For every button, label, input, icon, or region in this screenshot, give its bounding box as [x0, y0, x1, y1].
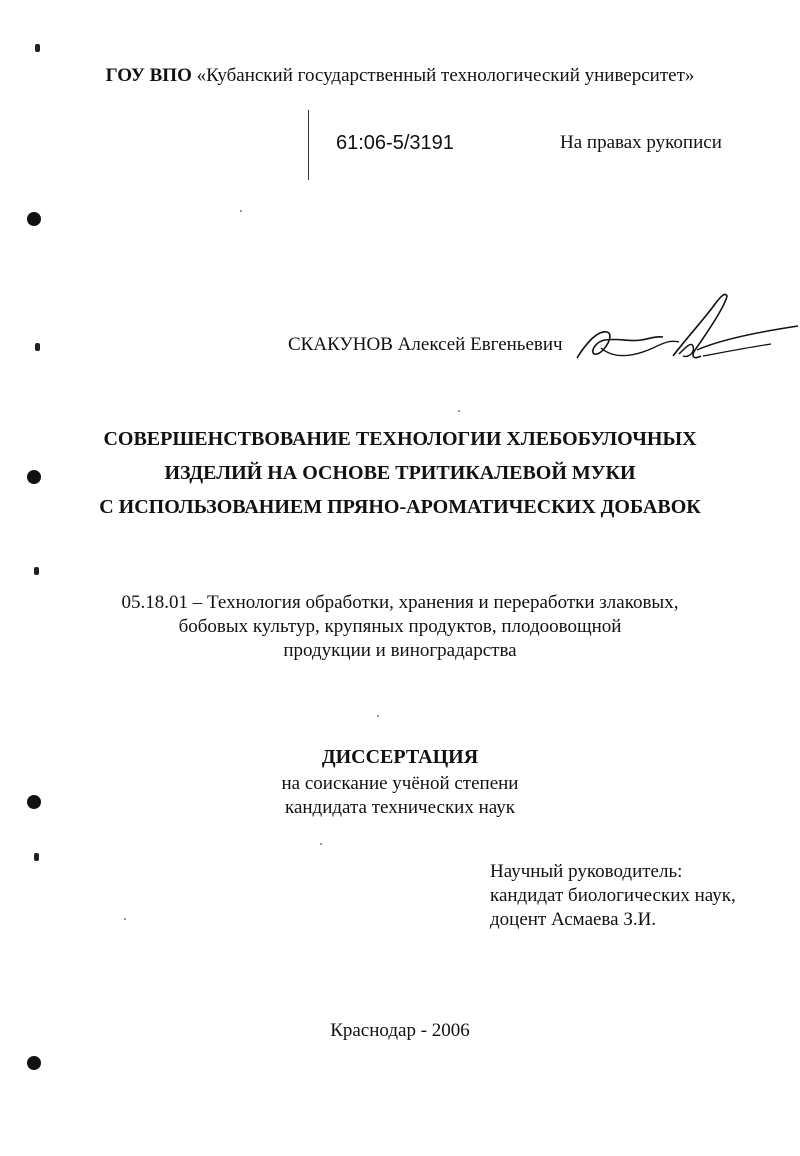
degree-line: на соискание учёной степени	[281, 773, 519, 794]
binding-hole	[27, 1056, 41, 1070]
supervisor-label: Научный руководитель:	[490, 861, 683, 882]
scan-speck	[240, 210, 242, 212]
university-line	[0, 65, 800, 87]
specialty-line: бобовых культур, крупяных продуктов, плодоовощной	[178, 616, 622, 637]
binding-hole	[27, 212, 41, 226]
supervisor-name: доцент Асмаева З.И.	[490, 909, 657, 930]
scan-speck	[320, 843, 322, 845]
binding-mark	[34, 853, 39, 861]
title-line: СОВЕРШЕНСТВОВАНИЕ ТЕХНОЛОГИИ ХЛЕБОБУЛОЧНЫХ	[103, 428, 697, 450]
signature-image	[575, 290, 800, 370]
title-line: ИЗДЕЛИЙ НА ОСНОВЕ ТРИТИКАЛЕВОЙ МУКИ	[164, 462, 636, 484]
city-year: Краснодар - 2006	[330, 1020, 470, 1041]
scan-speck	[124, 918, 126, 920]
degree-line: кандидата технических наук	[285, 797, 515, 818]
supervisor-block	[490, 860, 736, 932]
dissertation-title	[0, 422, 800, 524]
scan-speck	[458, 410, 460, 412]
specialty-code-block	[0, 591, 800, 663]
stamp-divider	[308, 110, 309, 180]
scan-speck	[377, 715, 379, 717]
binding-mark	[34, 567, 39, 575]
org-name: «Кубанский государственный технологический университет»	[196, 65, 695, 86]
org-abbrev: ГОУ ВПО	[105, 65, 192, 86]
author-name: СКАКУНОВ Алексей Евгеньевич	[288, 334, 563, 355]
rights-note: На правах рукописи	[560, 132, 722, 153]
binding-mark	[35, 44, 40, 52]
binding-mark	[35, 343, 40, 351]
specialty-line: 05.18.01 – Технология обработки, хранения и переработки злаковых,	[121, 592, 679, 613]
specialty-line: продукции и виноградарства	[283, 640, 517, 661]
supervisor-degree: кандидат биологических наук,	[490, 885, 736, 906]
dissertation-heading: ДИССЕРТАЦИЯ	[321, 746, 479, 768]
archive-code: 61:06-5/3191	[336, 132, 454, 154]
title-line: С ИСПОЛЬЗОВАНИЕМ ПРЯНО-АРОМАТИЧЕСКИХ ДОБАВОК	[99, 496, 701, 518]
degree-block	[0, 772, 800, 820]
